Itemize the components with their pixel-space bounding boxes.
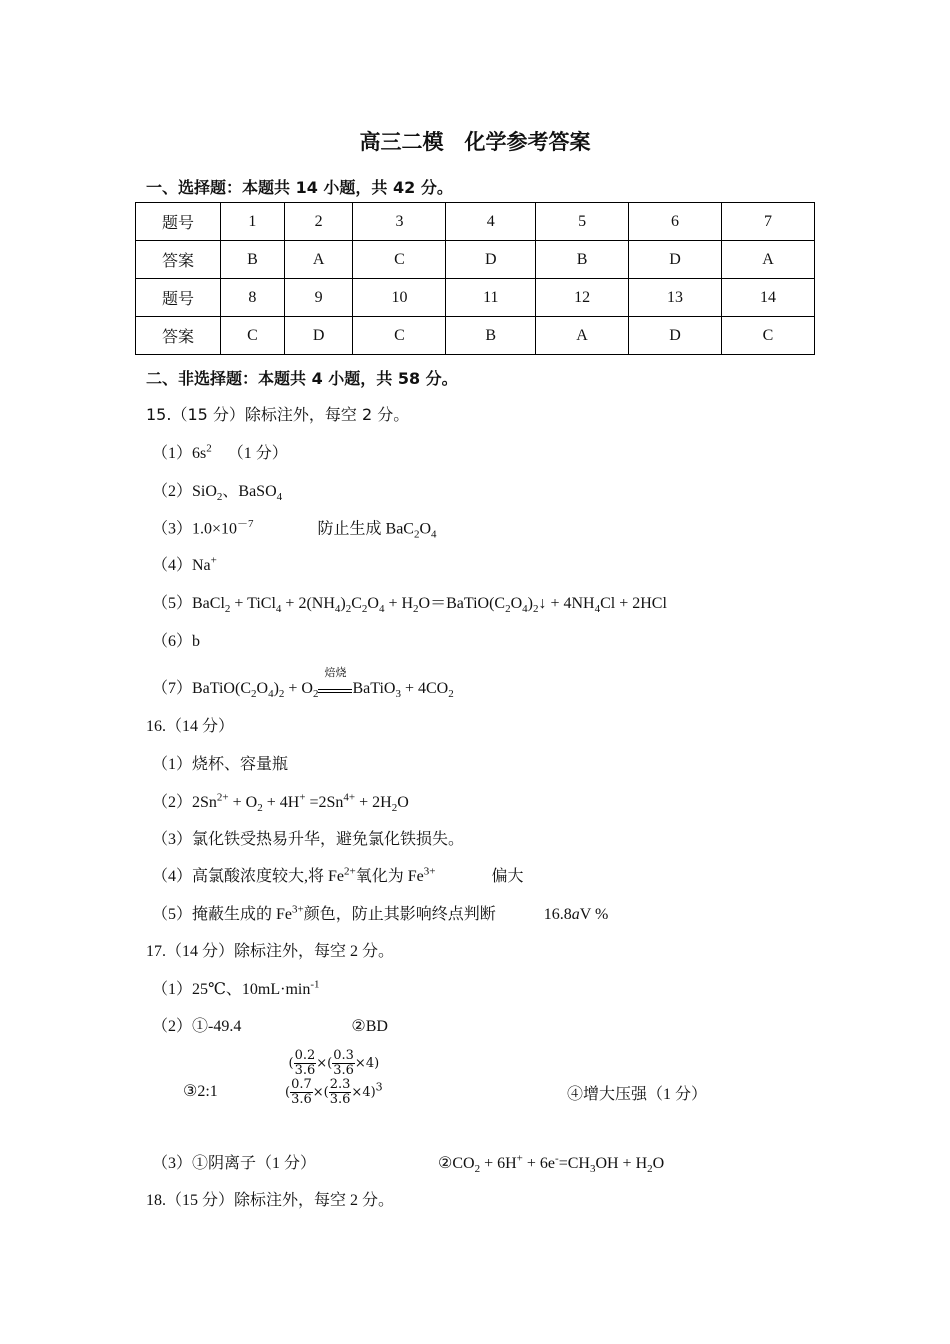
q16-heading: 16.（14 分） — [146, 718, 235, 735]
q15-answer-5: （5）BaCl$_2$ + TiCl$_4$ + $2(NH_4)_2C_2O_4$ + $H_2O=BaTiO(C_2O_4)_2↓ + 4NH_4Cl + 2HCl$ — [152, 595, 667, 616]
q17-heading: 17.（14 分）除标注外，每空 2 分。 — [146, 943, 395, 960]
q15-answer-2: （2）SiO$_2$、BaSO$_4$ — [152, 483, 283, 504]
q15-answer-7: $(7)BaTiO(C_2O_4)_2 + O_2$ 焙烧 BaTiO$_3$ + $4CO_2$ — [152, 666, 454, 701]
q17-answer-4: （3）①阴离子（1 分） $②CO_2 + 6H^+ + 6e^-=CH_3OH + H_2O$ — [152, 1152, 665, 1176]
row-label: 题号 — [136, 279, 221, 317]
table-cell: 4 — [446, 203, 536, 241]
table-cell: D — [284, 317, 353, 355]
q15-answer-3: $(3)1.0\times 10^{-7}$ 防止生成 $BaC_2O_4$ — [152, 518, 437, 541]
table-cell: 7 — [721, 203, 814, 241]
row-label: 答案 — [136, 241, 221, 279]
reaction-condition: 焙烧 — [318, 681, 352, 693]
table-cell: 5 — [536, 203, 629, 241]
q15-answer-1: $(1)6s^2$ （1 分） — [152, 442, 288, 462]
table-cell: A — [284, 241, 353, 279]
row-label: 题号 — [136, 203, 221, 241]
table-cell: 10 — [353, 279, 446, 317]
table-cell: B — [446, 317, 536, 355]
answer-table — [135, 202, 815, 355]
q17-answer-2: （2）①-49.4 ②BD — [152, 1018, 388, 1035]
q15-heading: 15.（15 分）除标注外，每空 2 分。 — [146, 405, 410, 424]
q16-answer-1: （1）烧杯、容量瓶 — [152, 756, 289, 773]
table-cell: D — [629, 317, 722, 355]
q15-answer-6: （6）b — [152, 633, 201, 650]
table-cell: A — [721, 241, 814, 279]
q16-answer-4: （4）高氯酸浓度较大,将 $Fe^{2+}$氧化为 $Fe^{3+}$ 偏大 — [152, 865, 524, 885]
row-label: 答案 — [136, 317, 221, 355]
section1-heading: 一、选择题：本题共 14 小题，共 42 分。 — [146, 178, 453, 197]
table-cell: B — [221, 241, 285, 279]
table-cell: B — [536, 241, 629, 279]
table-cell: 12 — [536, 279, 629, 317]
equilibrium-constant-formula: ( $\frac{0.2}{3.6}$ ×( $\frac{0.3}{3.6}$ ×4) ( $\frac{0.7}{3.6}$ ×( $\frac{2.3}{3.6}$ ×4)$^3$ — [285, 1048, 383, 1107]
table-cell: A — [536, 317, 629, 355]
table-cell: C — [353, 317, 446, 355]
table-cell: C — [721, 317, 814, 355]
table-cell: 1 — [221, 203, 285, 241]
table-cell: C — [353, 241, 446, 279]
q16-answer-5: （5）掩蔽生成的 $Fe^{3+}$颜色，防止其影响终点判断 16.8aV % — [152, 903, 609, 923]
table-cell: 11 — [446, 279, 536, 317]
table-cell: 2 — [284, 203, 353, 241]
table-cell: 8 — [221, 279, 285, 317]
q17-answer-1: （1）25℃、$10mL\cdot\min^{-1}$ — [152, 978, 320, 998]
table-cell: 3 — [353, 203, 446, 241]
table-row — [136, 241, 815, 279]
table-row — [136, 279, 815, 317]
q16-answer-3: （3）氯化铁受热易升华，避免氯化铁损失。 — [152, 831, 465, 848]
q17-answer-3a: ③2:1 — [183, 1083, 218, 1100]
q17-answer-3b: ④增大压强（1 分） — [567, 1086, 708, 1103]
table-cell: C — [221, 317, 285, 355]
table-cell: 9 — [284, 279, 353, 317]
table-cell: 6 — [629, 203, 722, 241]
table-row — [136, 203, 815, 241]
table-cell: D — [629, 241, 722, 279]
q18-heading: 18.（15 分）除标注外，每空 2 分。 — [146, 1192, 395, 1209]
section2-heading: 二、非选择题：本题共 4 小题，共 58 分。 — [146, 369, 458, 388]
q15-answer-4: （4）Na+ — [152, 554, 217, 574]
table-cell: D — [446, 241, 536, 279]
table-cell: 13 — [629, 279, 722, 317]
table-row — [136, 317, 815, 355]
page-title: 高三二模 化学参考答案 — [359, 130, 591, 154]
table-cell: 14 — [721, 279, 814, 317]
q16-answer-2: $(2)2Sn^{2+} + O_2 + 4H^+ =2Sn^{4+} + 2H_2O$ — [152, 791, 409, 815]
